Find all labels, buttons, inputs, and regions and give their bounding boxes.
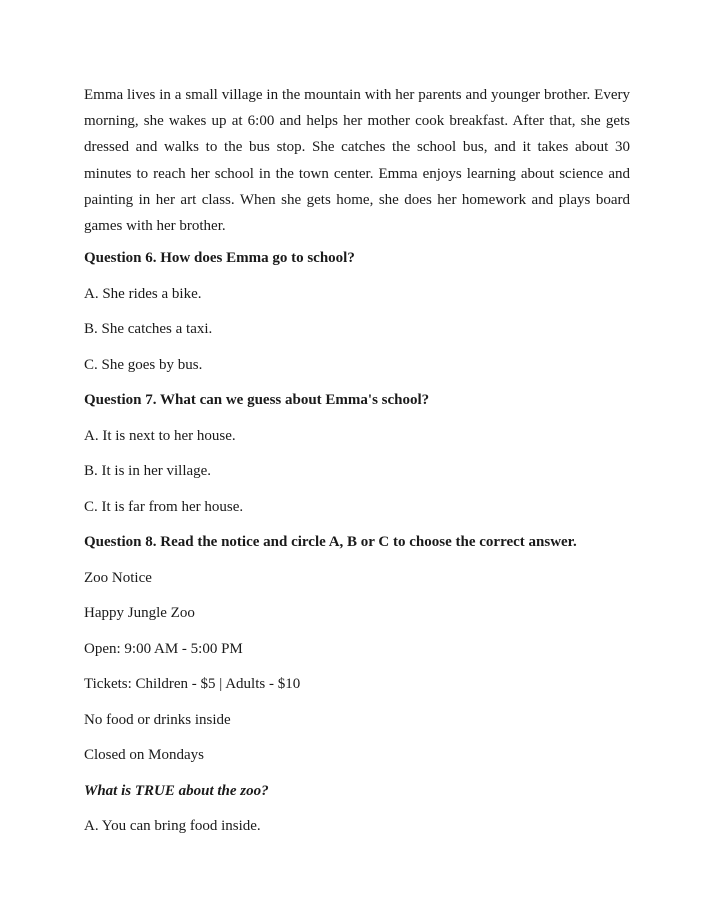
question-8: Question 8. Read the notice and circle A, B or C to choose the correct answer. <box>84 534 577 551</box>
notice-heading: Zoo Notice <box>84 569 152 586</box>
question-7-option-b: B. It is in her village. <box>84 463 212 480</box>
question-7-option-a: A. It is next to her house. <box>84 427 236 444</box>
document-page <box>84 82 630 836</box>
question-8-prompt: What is TRUE about the zoo? <box>84 782 269 799</box>
notice-ticket-prices: Tickets: Children - $5 | Adults - $10 <box>84 676 301 693</box>
question-7: Question 7. What can we guess about Emma's school? <box>84 392 430 409</box>
notice-closed-day: Closed on Mondays <box>84 747 204 764</box>
notice-opening-hours: Open: 9:00 AM - 5:00 PM <box>84 640 243 657</box>
reading-passage: Emma lives in a small village in the mountain with her parents and younger brother. Every morning, she wakes up at 6:00 and helps her mother cook breakfast. After that, she gets dressed and walks to the bus stop. She catches the school bus, and it takes about 30 minutes to reach her school in the town center. Emma enjoys learning about science and painting in her art class. When she gets home, she does her homework and plays board games with her brother. <box>84 87 630 235</box>
question-6-option-a: A. She rides a bike. <box>84 285 202 302</box>
question-7-option-c: C. It is far from her house. <box>84 498 244 515</box>
question-8-option-a: A. You can bring food inside. <box>84 818 261 835</box>
notice-food-rule: No food or drinks inside <box>84 711 231 728</box>
question-6-option-c: C. She goes by bus. <box>84 356 203 373</box>
question-6-option-b: B. She catches a taxi. <box>84 321 213 338</box>
question-6: Question 6. How does Emma go to school? <box>84 250 355 267</box>
notice-zoo-name: Happy Jungle Zoo <box>84 605 195 622</box>
